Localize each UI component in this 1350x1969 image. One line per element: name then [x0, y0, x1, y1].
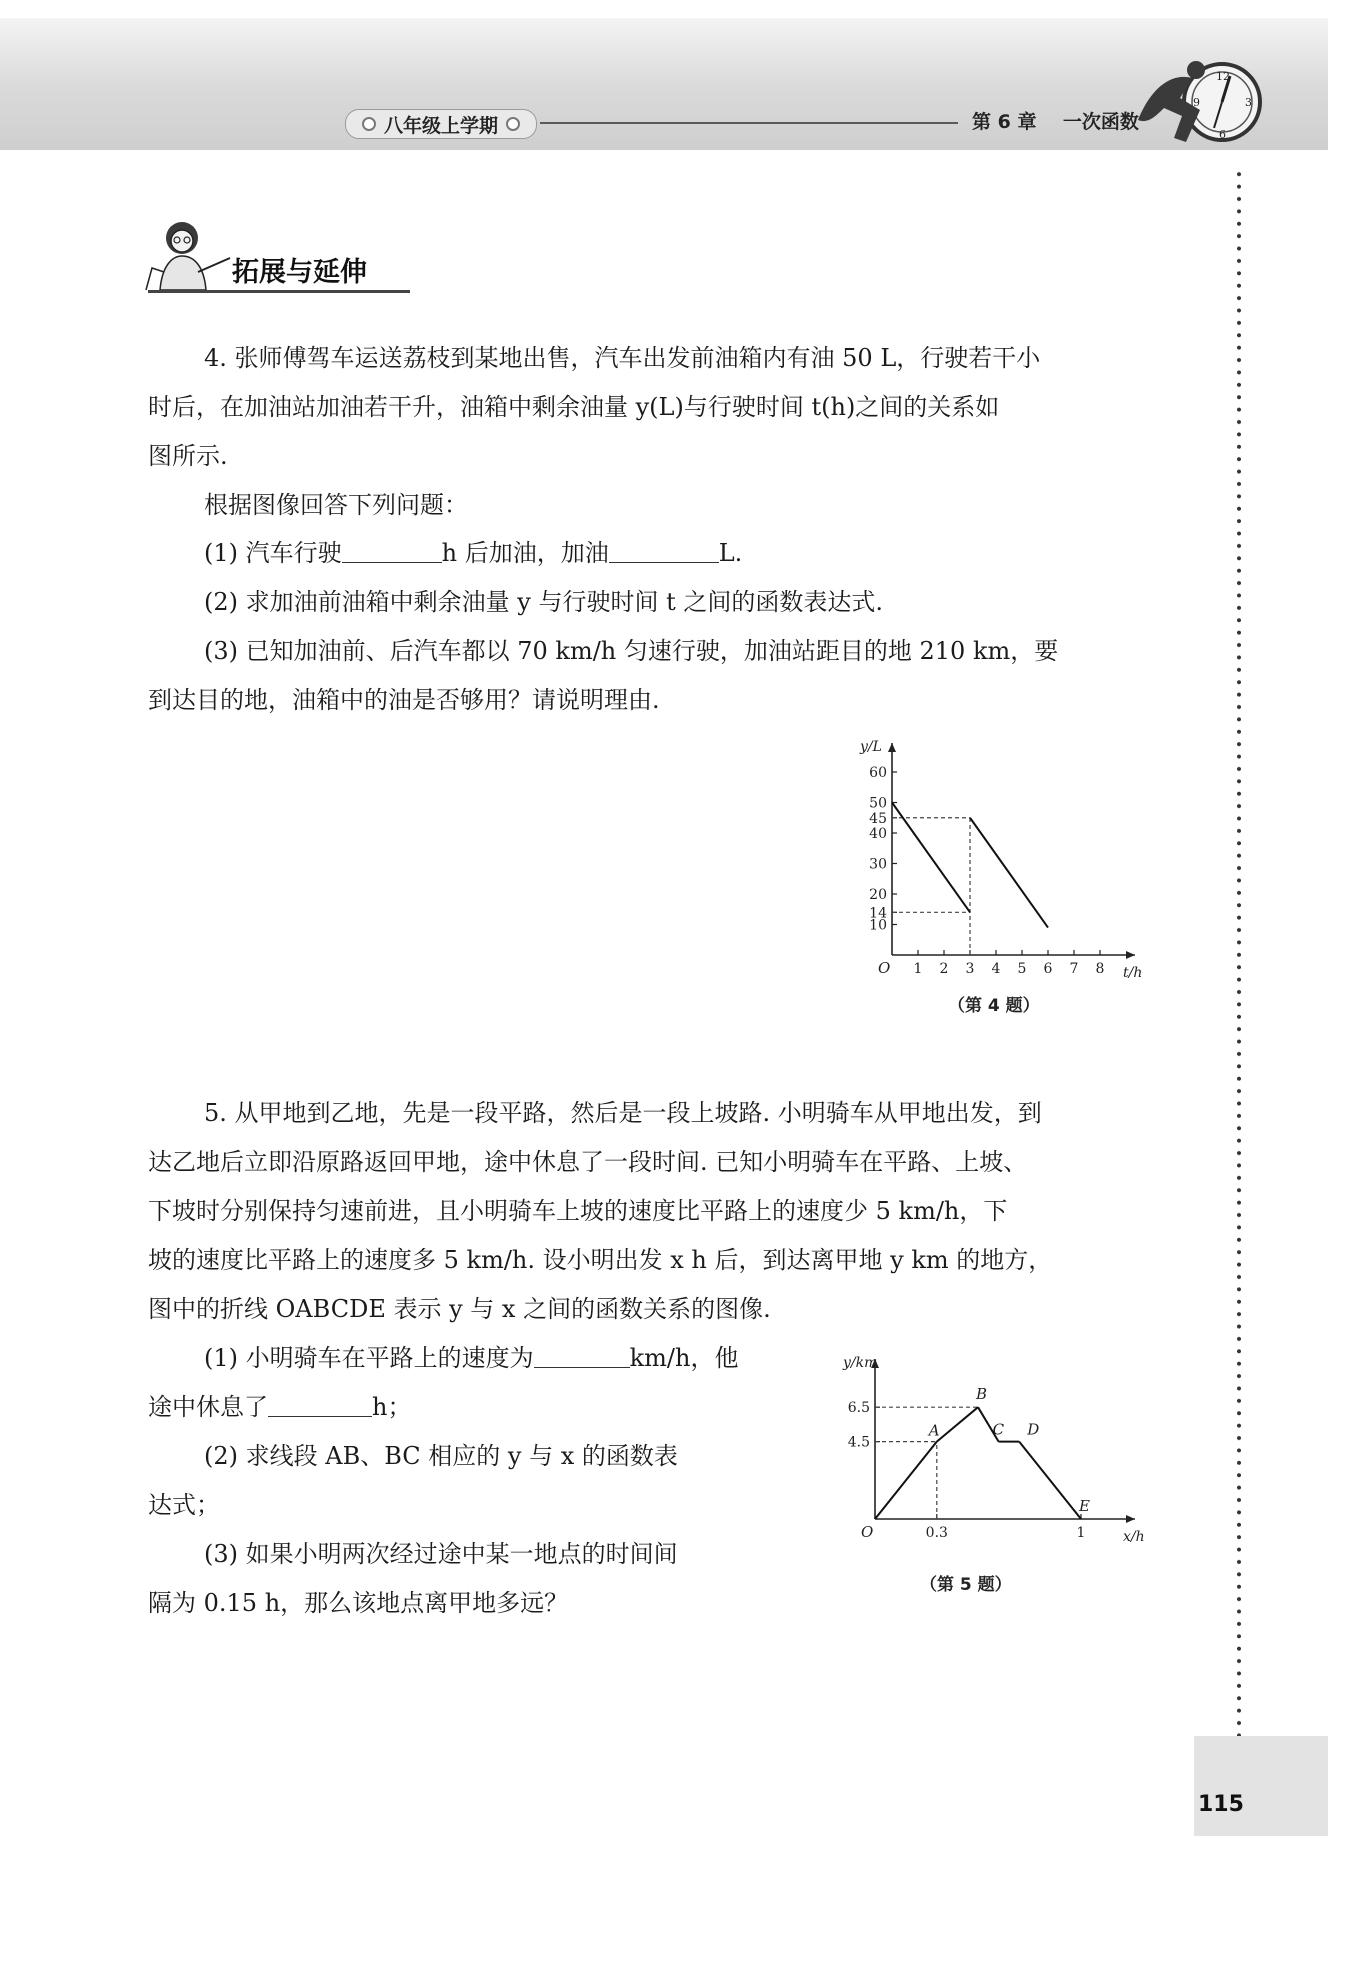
y-tick-label: 10	[869, 917, 887, 934]
fuel-line-segment	[892, 803, 970, 913]
problem4-q3-line1: (3) 已知加油前、后汽车都以 70 km/h 匀速行驶，加油站距目的地 210 km，要	[204, 637, 1059, 665]
point-label-c: C	[992, 1420, 1005, 1439]
problem5-stem-line2: 达乙地后立即沿原路返回甲地，途中休息了一段时间. 已知小明骑车在平路、上坡、	[148, 1148, 1028, 1176]
x-axis-label: t/h	[1123, 965, 1143, 981]
point-label-e: E	[1079, 1497, 1090, 1515]
x-tick-label: 1	[913, 961, 923, 977]
svg-text:12: 12	[1216, 70, 1230, 83]
distance-line-segment	[1019, 1442, 1081, 1519]
y-tick-label: 45	[869, 810, 887, 827]
chapter-title: 第 6 章 一次函数	[972, 111, 1139, 133]
svg-text:3: 3	[1245, 96, 1252, 109]
problem5-stem-line1: 5. 从甲地到乙地，先是一段平路，然后是一段上坡路. 小明骑车从甲地出发，到	[204, 1099, 1042, 1127]
problem5-chart	[820, 1345, 1145, 1555]
x-tick-label: 4	[991, 961, 1001, 977]
y-tick-label: 60	[869, 765, 887, 781]
problem5-stem-line5: 图中的折线 OABCDE 表示 y 与 x 之间的函数关系的图像.	[148, 1295, 771, 1323]
y-tick-label: 30	[869, 856, 887, 873]
section-underline	[148, 290, 410, 293]
problem5-q1-part4: h；	[372, 1393, 412, 1421]
svg-text:6: 6	[1219, 128, 1226, 141]
header-rule	[540, 122, 958, 124]
origin-label: O	[878, 959, 891, 977]
problem4-stem-line3: 图所示.	[148, 442, 228, 470]
answer-blank[interactable]	[268, 1394, 372, 1417]
distance-line-segment	[937, 1407, 978, 1441]
problem4-chart	[840, 735, 1143, 981]
pill-right-dot	[506, 117, 520, 131]
y-tick-label: 14	[869, 905, 887, 922]
y-tick-label: 40	[869, 826, 887, 842]
problem4-prompt: 根据图像回答下列问题：	[204, 491, 468, 519]
problem5-q1-part2: km/h，他	[629, 1344, 739, 1372]
x-axis-label: x/h	[1123, 1529, 1145, 1545]
problem5-q3-line2: 隔为 0.15 h，那么该地点离甲地多远？	[148, 1589, 569, 1617]
point-label-d: D	[1027, 1420, 1040, 1439]
y-tick-label: 4.5	[847, 1434, 870, 1451]
y-tick-label: 6.5	[847, 1400, 870, 1417]
page-number-box	[1194, 1736, 1328, 1836]
y-tick-label: 20	[869, 887, 887, 903]
problem4-q1-part3: L.	[718, 539, 743, 567]
y-axis-arrow	[888, 743, 896, 752]
x-tick-label: 6	[1043, 961, 1053, 977]
problem5-q1-part1: (1) 小明骑车在平路上的速度为	[204, 1344, 534, 1372]
page-number: 115	[1198, 1792, 1244, 1817]
distance-line-segment	[875, 1442, 937, 1519]
problem4-stem-line2: 时后，在加油站加油若干升，油箱中剩余油量 y(L)与行驶时间 t(h)之间的关系如	[148, 393, 1000, 421]
problem4-q2: (2) 求加油前油箱中剩余油量 y 与行驶时间 t 之间的函数表达式.	[204, 588, 883, 616]
problem5-stem-line3: 下坡时分别保持匀速前进，且小明骑车上坡的速度比平路上的速度少 5 km/h，下	[148, 1197, 1008, 1225]
grade-label: 八年级上学期	[383, 114, 498, 137]
y-axis-label: y/km	[843, 1355, 878, 1371]
x-axis-arrow	[1126, 951, 1135, 959]
origin-label: O	[861, 1523, 874, 1541]
section-title: 拓展与延伸	[232, 257, 367, 288]
svg-text:9: 9	[1193, 96, 1200, 109]
problem5-caption: （第 5 题）	[920, 1575, 1012, 1595]
problem5-q1-line2	[148, 1394, 411, 1420]
x-tick-label: 7	[1069, 961, 1079, 977]
x-axis-arrow	[1126, 1515, 1135, 1523]
problem5-q2-line1: (2) 求线段 AB、BC 相应的 y 与 x 的函数表	[204, 1442, 678, 1470]
answer-blank[interactable]	[609, 540, 719, 563]
x-tick-label: 3	[965, 961, 975, 977]
answer-blank[interactable]	[342, 540, 442, 563]
x-tick-label: 0.3	[925, 1525, 948, 1541]
problem5-q3-line1: (3) 如果小明两次经过途中某一地点的时间间	[204, 1540, 678, 1568]
y-axis-label: y/L	[860, 739, 882, 755]
point-label-a: A	[928, 1421, 940, 1440]
problem5-q1-part3: 途中休息了	[148, 1393, 268, 1421]
problem4-q1	[204, 540, 742, 566]
x-tick-label: 5	[1017, 961, 1027, 977]
x-tick-label: 1	[1076, 1525, 1086, 1541]
answer-blank[interactable]	[534, 1345, 630, 1368]
problem4-caption: （第 4 题）	[948, 996, 1040, 1016]
x-tick-label: 2	[939, 961, 949, 977]
fuel-line-segment	[970, 818, 1048, 928]
teacher-icon	[140, 214, 240, 294]
runner-compass-icon	[1130, 50, 1280, 160]
grade-pill	[345, 109, 537, 139]
problem4-q1-part2: h 后加油，加油	[441, 539, 609, 567]
x-tick-label: 8	[1095, 961, 1105, 977]
pill-left-dot	[362, 117, 376, 131]
problem4-q1-part1: (1) 汽车行驶	[204, 539, 342, 567]
point-label-b: B	[976, 1385, 988, 1404]
problem5-stem-line4: 坡的速度比平路上的速度多 5 km/h. 设小明出发 x h 后，到达离甲地 y km 的地方，	[148, 1246, 1053, 1274]
problem5-q2-line2: 达式；	[148, 1491, 220, 1519]
dotted-edge	[1236, 168, 1242, 1736]
y-tick-label: 50	[869, 795, 887, 812]
problem5-q1-line1	[204, 1345, 738, 1371]
problem4-q3-line2: 到达目的地，油箱中的油是否够用？请说明理由.	[148, 686, 660, 714]
problem4-stem-line1: 4. 张师傅驾车运送荔枝到某地出售，汽车出发前油箱内有油 50 L，行驶若干小	[204, 344, 1041, 372]
